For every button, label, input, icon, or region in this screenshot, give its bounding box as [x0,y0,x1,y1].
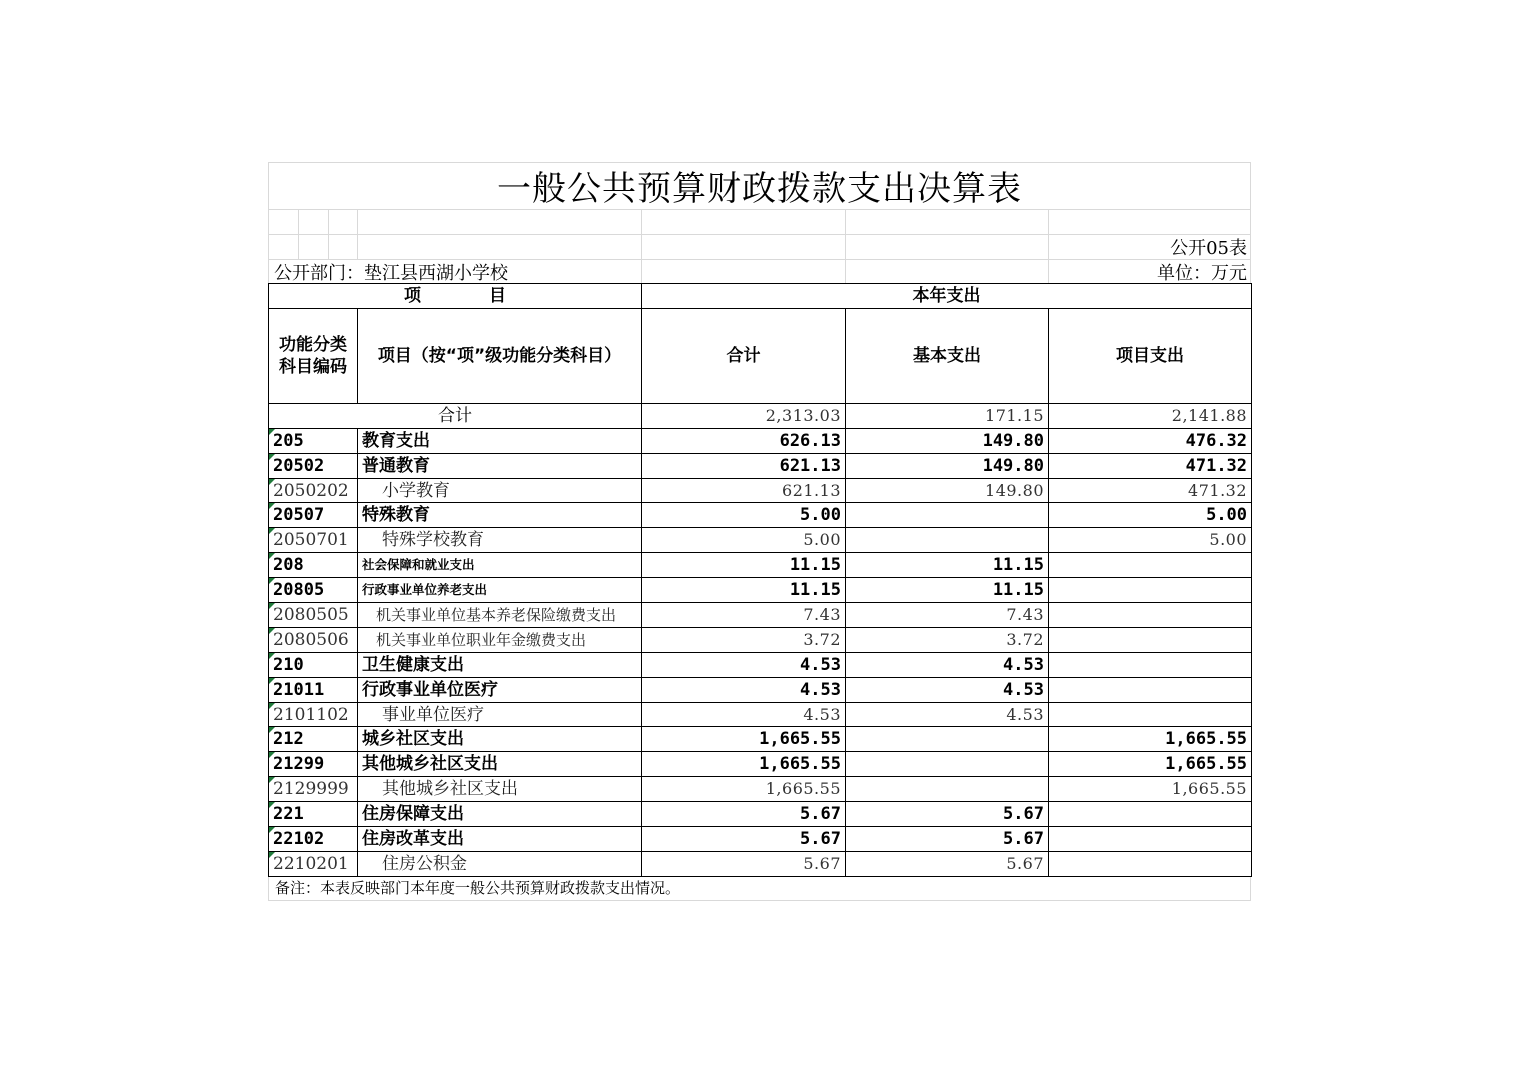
table-row [269,478,1252,503]
table-row [269,677,1252,702]
row-project: 471.32 [1049,453,1252,478]
row-code: 20502 [269,453,358,478]
row-total: 5.00 [642,503,846,528]
table-row [269,578,1252,603]
row-item-name: 特殊教育 [358,503,642,528]
row-code: 20507 [269,503,358,528]
total-project: 2,141.88 [1049,403,1252,428]
row-total: 1,665.55 [642,777,846,802]
row-code: 2050202 [269,478,358,503]
row-total: 5.67 [642,827,846,852]
row-code: 21011 [269,677,358,702]
row-basic [846,528,1049,553]
total-basic: 171.15 [846,403,1049,428]
row-basic: 4.53 [846,652,1049,677]
header-basic: 基本支出 [846,308,1049,403]
row-item-name: 机关事业单位职业年金缴费支出 [358,627,642,652]
table-row [269,827,1252,852]
row-item-name: 其他城乡社区支出 [358,777,642,802]
row-total: 4.53 [642,652,846,677]
row-project [1049,627,1252,652]
row-project: 471.32 [1049,478,1252,503]
row-item-name: 行政事业单位医疗 [358,677,642,702]
row-basic: 4.53 [846,677,1049,702]
row-item-name: 普通教育 [358,453,642,478]
table-row [269,702,1252,727]
table-row [269,603,1252,628]
table-row [269,752,1252,777]
row-total: 626.13 [642,428,846,453]
form-number: 公开05表 [1170,238,1247,259]
row-total: 5.67 [642,851,846,876]
row-code: 205 [269,428,358,453]
row-project: 476.32 [1049,428,1252,453]
row-item-name: 小学教育 [358,478,642,503]
row-code: 221 [269,802,358,827]
table-row [269,503,1252,528]
header-row-2 [269,308,1252,403]
row-item-name: 行政事业单位养老支出 [358,578,642,603]
table-row [269,453,1252,478]
row-basic [846,727,1049,752]
table-row [269,727,1252,752]
row-item-name: 住房保障支出 [358,802,642,827]
row-code: 20805 [269,578,358,603]
row-code: 210 [269,652,358,677]
row-project [1049,851,1252,876]
row-basic: 3.72 [846,627,1049,652]
row-basic: 5.67 [846,827,1049,852]
row-item-name: 卫生健康支出 [358,652,642,677]
row-total: 621.13 [642,478,846,503]
row-basic: 11.15 [846,553,1049,578]
row-total: 5.00 [642,528,846,553]
row-project [1049,652,1252,677]
header-current-year: 本年支出 [642,284,1252,309]
row-code: 2101102 [269,702,358,727]
row-basic: 7.43 [846,603,1049,628]
row-project: 1,665.55 [1049,777,1252,802]
row-item-name: 特殊学校教育 [358,528,642,553]
row-item-name: 教育支出 [358,428,642,453]
table-row [269,627,1252,652]
row-item-name: 住房改革支出 [358,827,642,852]
row-total: 1,665.55 [642,727,846,752]
row-basic: 5.67 [846,851,1049,876]
row-total: 4.53 [642,702,846,727]
row-basic: 149.80 [846,453,1049,478]
row-basic [846,503,1049,528]
table-row [269,802,1252,827]
footnote: 备注：本表反映部门本年度一般公共预算财政拨款支出情况。 [268,877,1251,901]
row-project [1049,802,1252,827]
header-item: 项 目 [269,284,642,309]
row-item-name: 社会保障和就业支出 [358,553,642,578]
row-basic: 4.53 [846,702,1049,727]
unit-label: 单位：万元 [1157,263,1247,284]
row-project [1049,827,1252,852]
row-basic: 149.80 [846,428,1049,453]
table-row [269,428,1252,453]
header-code: 功能分类科目编码 [269,308,358,403]
row-total: 3.72 [642,627,846,652]
table-row [269,777,1252,802]
header-total: 合计 [642,308,846,403]
row-code: 2129999 [269,777,358,802]
row-project [1049,603,1252,628]
row-code: 208 [269,553,358,578]
row-code: 2080505 [269,603,358,628]
row-total: 1,665.55 [642,752,846,777]
table-row [269,652,1252,677]
row-project: 5.00 [1049,528,1252,553]
row-total: 5.67 [642,802,846,827]
row-code: 22102 [269,827,358,852]
row-code: 21299 [269,752,358,777]
table-row [269,851,1252,876]
row-project: 1,665.55 [1049,727,1252,752]
row-basic: 149.80 [846,478,1049,503]
table-row [269,553,1252,578]
report-title: 一般公共预算财政拨款支出决算表 [497,169,1022,209]
total-row [269,403,1252,428]
row-item-name: 机关事业单位基本养老保险缴费支出 [358,603,642,628]
row-item-name: 城乡社区支出 [358,727,642,752]
row-project [1049,553,1252,578]
header-row-1 [269,284,1252,309]
total-amount: 2,313.03 [642,403,846,428]
row-item-name: 住房公积金 [358,851,642,876]
row-total: 4.53 [642,677,846,702]
row-code: 212 [269,727,358,752]
row-basic: 5.67 [846,802,1049,827]
row-total: 11.15 [642,553,846,578]
row-code: 2080506 [269,627,358,652]
row-total: 621.13 [642,453,846,478]
table-row [269,528,1252,553]
row-total: 11.15 [642,578,846,603]
department-label: 公开部门：垫江县西湖小学校 [274,263,508,284]
expenditure-table [268,283,1252,877]
total-label: 合计 [269,403,642,428]
row-item-name: 其他城乡社区支出 [358,752,642,777]
row-project: 1,665.55 [1049,752,1252,777]
row-total: 7.43 [642,603,846,628]
row-basic [846,777,1049,802]
row-project [1049,677,1252,702]
row-item-name: 事业单位医疗 [358,702,642,727]
header-project: 项目支出 [1049,308,1252,403]
row-basic [846,752,1049,777]
header-item-name: 项目（按“项”级功能分类科目） [358,308,642,403]
row-basic: 11.15 [846,578,1049,603]
row-project: 5.00 [1049,503,1252,528]
row-project [1049,702,1252,727]
row-project [1049,578,1252,603]
row-code: 2050701 [269,528,358,553]
row-code: 2210201 [269,851,358,876]
